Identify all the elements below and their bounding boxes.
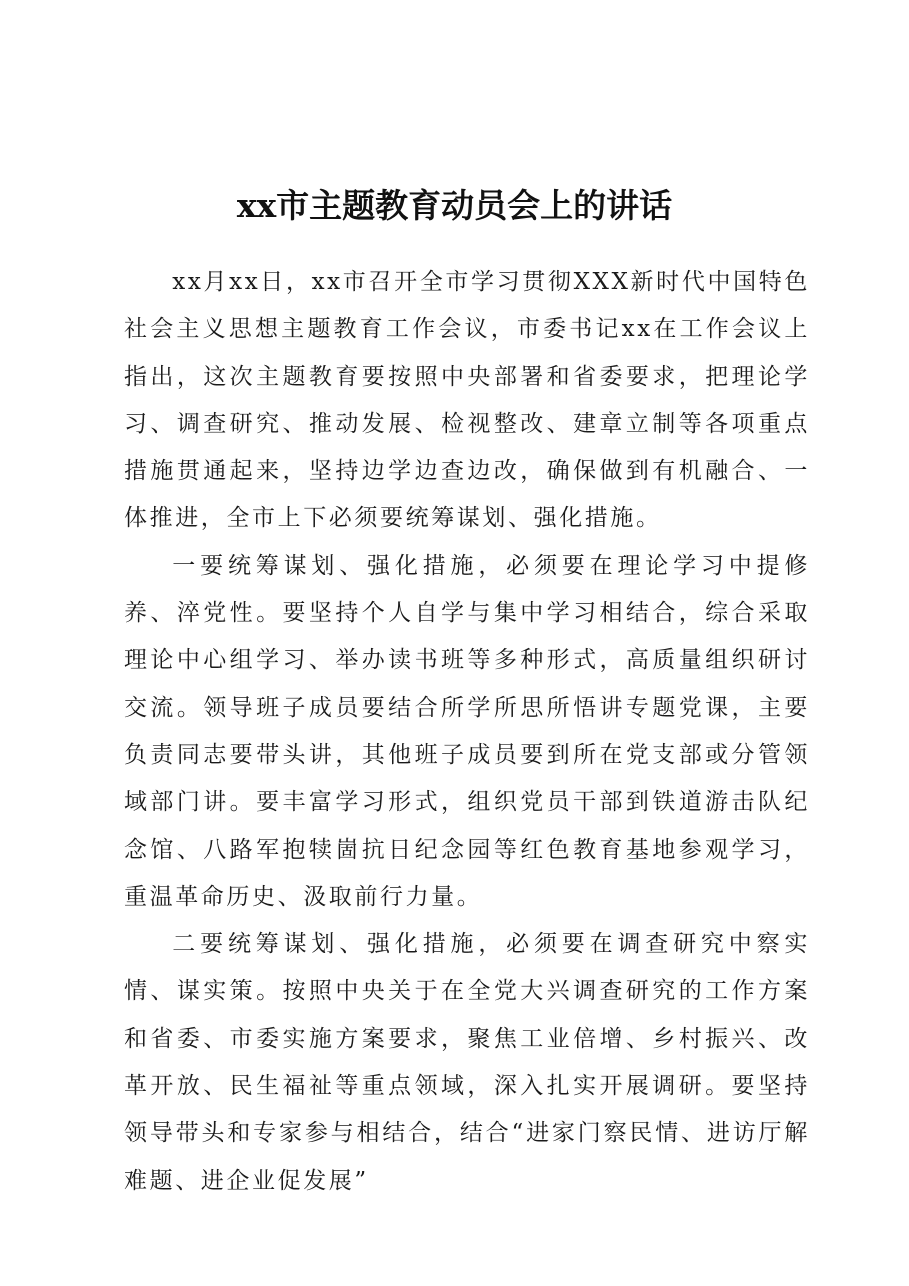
paragraph-point-one: 一要统筹谋划、强化措施，必须要在理论学习中提修养、淬党性。要坚持个人自学与集中学习相结合，综合采取理论中心组学习、举办读书班等多种形式，高质量组织研讨交流。领导班子成员要结合所学所思所悟讲专题党课，主要负责同志要带头讲，其他班子成员要到所在党支部或分管领域部门讲。要丰富学习形式，组织党员干部到铁道游击队纪念馆、八路军抱犊崮抗日纪念园等红色教育基地参观学习，重温革命历史、汲取前行力量。	[124, 552, 810, 910]
paragraph-point-two: 二要统筹谋划、强化措施，必须要在调查研究中察实情、谋实策。按照中央关于在全党大兴调查研究的工作方案和省委、市委实施方案要求，聚焦工业倍增、乡村振兴、改革开放、民生福祉等重点领域，深入扎实开展调研。要坚持领导带头和专家参与相结合，结合“进家门察民情、进访厅解难题、进企业促发展”	[124, 931, 810, 1194]
paragraph-intro: xx月xx日，xx市召开全市学习贯彻XXX新时代中国特色社会主义思想主题教育工作会议，市委书记xx在工作会议上指出，这次主题教育要按照中央部署和省委要求，把理论学习、调查研究、推动发展、检视整改、建章立制等各项重点措施贯通起来，坚持边学边查边改，确保做到有机融合、一体推进，全市上下必须要统筹谋划、强化措施。	[124, 269, 810, 532]
document-title: xx市主题教育动员会上的讲话	[236, 186, 673, 225]
document-body	[124, 259, 810, 1205]
